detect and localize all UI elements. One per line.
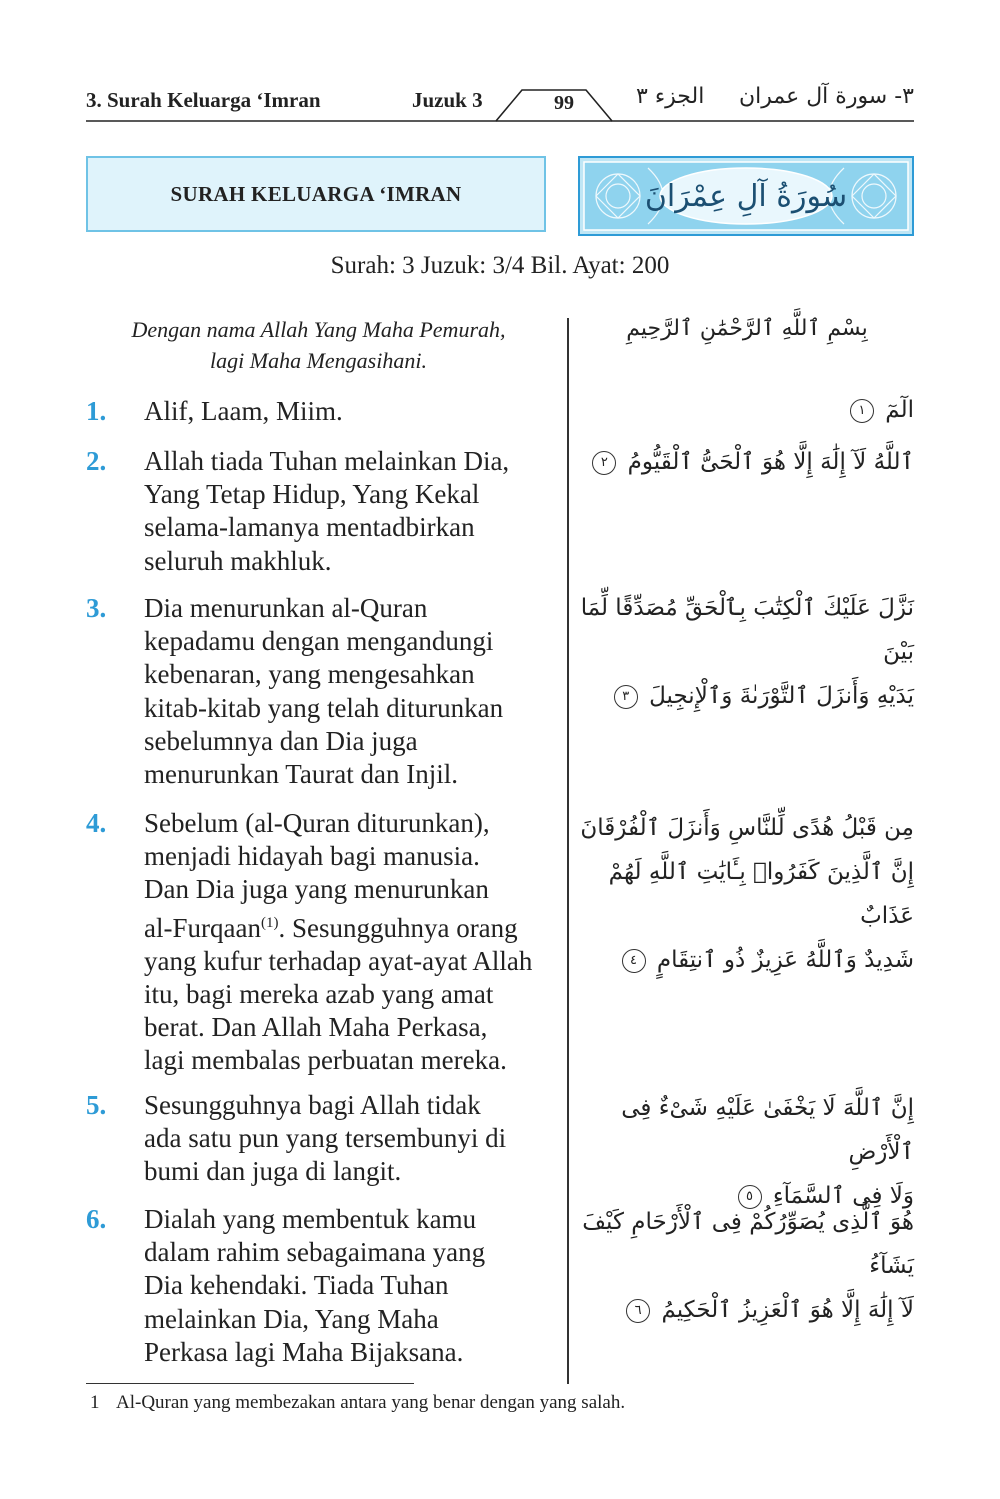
verse-arabic: ٱللَّهُ لَآ إِلَٰهَ إِلَّا هُوَ ٱلْحَىُّ ٱلْقَيُّومُ ٢ xyxy=(580,440,914,484)
verse-number: 2. xyxy=(86,446,107,476)
surah-title-arabic: سُورَةُ آلِ عِمْرَانَ xyxy=(644,178,848,214)
footnote-text: Al-Quran yang membezakan antara yang benar dengan yang salah. xyxy=(116,1392,626,1413)
footnote-divider xyxy=(86,1383,414,1384)
ayah-end-icon: ٦ xyxy=(626,1299,650,1323)
page-number: 99 xyxy=(554,92,574,114)
verse-translation: 5. Sesungguhnya bagi Allah tidak ada satu pun yang tersembunyi di bumi dan juga di langit. xyxy=(86,1090,507,1187)
verse-translation: 6. Dialah yang membentuk kamu dalam rahim sebagaimana yang Dia kehendaki. Tiada Tuhan melainkan Dia, Yang Maha Perkasa lagi Maha Bijaksana. xyxy=(86,1204,486,1367)
verse-arabic: نَزَّلَ عَلَيْكَ ٱلْكِتَٰبَ بِٱلْحَقِّ مُصَدِّقًا لِّمَا بَيْنَ يَدَيْهِ وَأَنزَلَ ٱلتَّوْرَىٰةَ وَٱلْإِنجِيلَ ٣ xyxy=(580,595,914,709)
column-divider xyxy=(567,318,569,1384)
basmala-arabic: بِسْمِ ٱللَّهِ ٱلرَّحْمَٰنِ ٱلرَّحِيمِ xyxy=(626,316,868,341)
verse-number: 4. xyxy=(86,808,107,838)
verse-arabic: مِن قَبْلُ هُدًى لِّلنَّاسِ وَأَنزَلَ ٱلْفُرْقَانَ إِنَّ ٱلَّذِينَ كَفَرُوا۟ بِـَٔايَٰتِ ٱللَّهِ لَهُمْ عَذَابٌ شَدِيدٌ وَٱللَّهُ عَزِيزٌ ذُو ٱنتِقَامٍ ٤ xyxy=(580,815,914,973)
header-juzuk-label: Juzuk 3 xyxy=(412,88,483,112)
verse-translation: 2. Allah tiada Tuhan melainkan Dia, Yang Tetap Hidup, Yang Kekal selama-lamanya mentadbirkan seluruh makhluk. xyxy=(86,446,510,576)
footnote xyxy=(90,1392,920,1414)
footnote-marker: (1) xyxy=(260,914,279,931)
verse-number: 5. xyxy=(86,1090,107,1120)
header-surah-arabic: ٣- سورة آل عمران xyxy=(738,84,914,109)
verse-translation: 4. Sebelum (al-Quran diturunkan), menjadi hidayah bagi manusia. Dan Dia juga yang menurunkan al-Furqaan$^{(1)}$. Sesungguhnya orang yang kufur terhadap ayat-ayat Allah itu, bagi mereka azab yang amat berat. Dan Allah Maha Perkasa, lagi membalas perbuatan mereka. xyxy=(86,808,533,1076)
header-juz-arabic: الجزء ٣ xyxy=(636,84,705,109)
header-surah-label: 3. Surah Keluarga ‘Imran xyxy=(86,88,321,112)
footnote-number: 1 xyxy=(90,1392,100,1413)
surah-title: SURAH KELUARGA ‘IMRAN xyxy=(170,181,462,206)
verse-translation: 3. Dia menurunkan al-Quran kepadamu dengan mengandungi kebenaran, yang mengesahkan kitab-kitab yang telah diturunkan sebelumnya dan Dia juga menurunkan Taurat dan Injil. xyxy=(86,593,504,790)
verse-number: 3. xyxy=(86,593,107,623)
verse-arabic: الٓمٓ ١ xyxy=(580,388,914,432)
surah-info: Surah: 3 Juzuk: 3/4 Bil. Ayat: 200 xyxy=(330,252,670,279)
surah-title-box xyxy=(86,156,546,232)
verse-number: 6. xyxy=(86,1204,107,1234)
ayah-end-icon: ٥ xyxy=(738,1185,762,1209)
ayah-end-icon: ٣ xyxy=(614,685,638,709)
basmala-translation: Dengan nama Allah Yang Maha Pemurah, lagi Maha Mengasihani. xyxy=(131,317,506,373)
verse-arabic: إِنَّ ٱللَّهَ لَا يَخْفَىٰ عَلَيْهِ شَىْءٌ فِى ٱلْأَرْضِ وَلَا فِى ٱلسَّمَآءِ ٥ xyxy=(621,1095,914,1209)
verse-number: 1. xyxy=(86,396,107,426)
ayah-end-icon: ٤ xyxy=(622,949,646,973)
page-header xyxy=(86,84,914,124)
verse-translation: 1. Alif, Laam, Miim. xyxy=(86,395,566,428)
verse-arabic: هُوَ ٱلَّذِى يُصَوِّرُكُمْ فِى ٱلْأَرْحَامِ كَيْفَ يَشَآءُ لَآ إِلَٰهَ إِلَّا هُوَ ٱلْعَزِيزُ ٱلْحَكِيمُ ٦ xyxy=(582,1209,914,1323)
ayah-end-icon: ١ xyxy=(850,399,874,423)
ayah-end-icon: ٢ xyxy=(592,451,616,475)
